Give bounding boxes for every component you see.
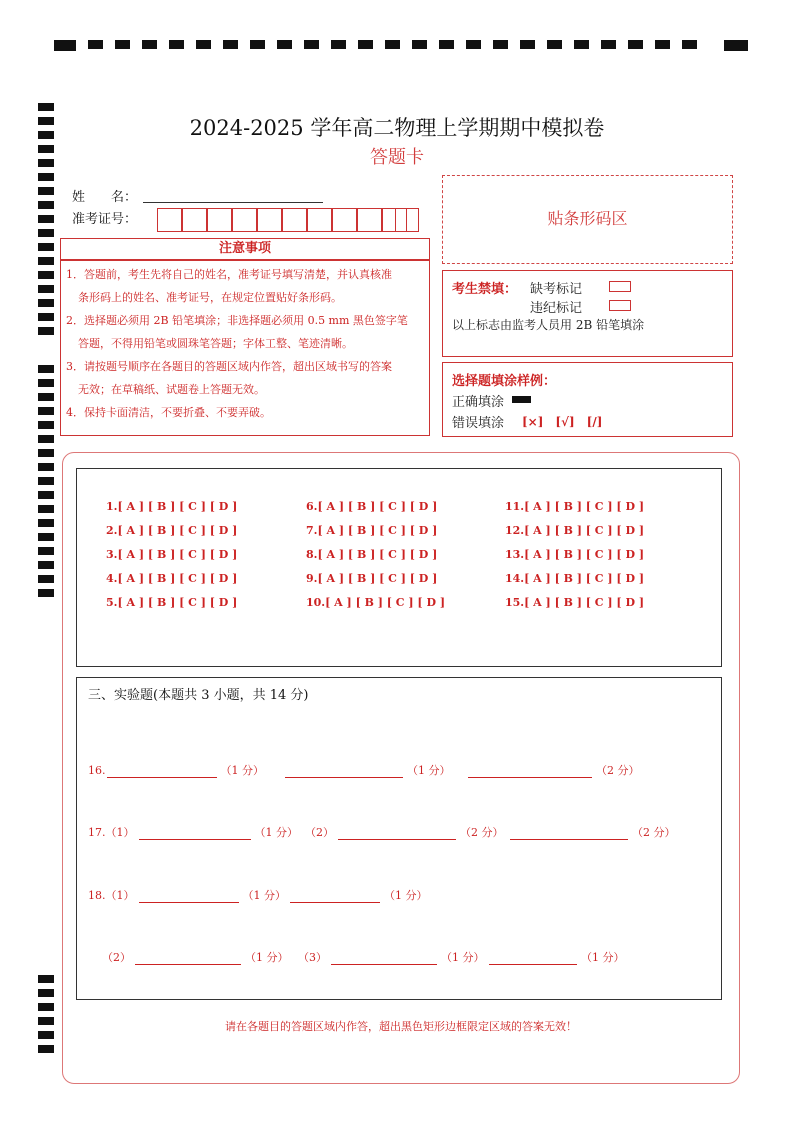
timing-mark <box>724 40 748 51</box>
timing-mark <box>38 1017 54 1025</box>
id-digit-box[interactable] <box>395 208 419 232</box>
timing-mark <box>38 299 54 307</box>
notice-line: 条形码上的姓名、准考证号，在规定位置贴好条形码。 <box>78 291 342 304</box>
answer-blank[interactable] <box>290 890 380 903</box>
name-label: 姓 名： <box>72 190 138 205</box>
choice-question-14[interactable]: 14.[ A ] [ B ] [ C ] [ D ] <box>505 572 645 585</box>
choice-question-2[interactable]: 2.[ A ] [ B ] [ C ] [ D ] <box>106 524 238 537</box>
timing-mark <box>38 257 54 265</box>
timing-mark <box>38 533 54 541</box>
timing-mark <box>38 229 54 237</box>
timing-mark <box>38 187 54 195</box>
id-digit-box[interactable] <box>282 208 307 232</box>
timing-mark <box>38 285 54 293</box>
timing-mark <box>54 40 76 51</box>
barcode-label: 贴条形码区 <box>547 209 628 228</box>
choice-question-3[interactable]: 3.[ A ] [ B ] [ C ] [ D ] <box>106 548 238 561</box>
question-16-blank-3: （2 分） <box>468 762 640 778</box>
timing-mark <box>628 40 643 49</box>
timing-mark <box>38 1031 54 1039</box>
choice-question-5[interactable]: 5.[ A ] [ B ] [ C ] [ D ] <box>106 596 238 609</box>
id-label: 准考证号： <box>72 212 138 227</box>
timing-mark <box>38 575 54 583</box>
timing-mark <box>574 40 589 49</box>
id-digit-box[interactable] <box>182 208 207 232</box>
timing-mark <box>655 40 670 49</box>
notice-line: 答题，不得用铅笔或圆珠笔答题；字体工整、笔迹清晰。 <box>78 337 353 350</box>
timing-mark <box>38 491 54 499</box>
forbidden-label: 考生禁填： <box>452 282 518 297</box>
notice-line: 无效；在草稿纸、试题卷上答题无效。 <box>78 383 265 396</box>
timing-mark <box>38 313 54 321</box>
violation-label: 违纪标记 <box>530 301 583 316</box>
timing-mark <box>38 271 54 279</box>
answer-blank[interactable] <box>489 952 577 965</box>
timing-mark <box>38 365 54 373</box>
id-digit-box[interactable] <box>257 208 282 232</box>
timing-mark <box>304 40 319 49</box>
choice-question-15[interactable]: 15.[ A ] [ B ] [ C ] [ D ] <box>505 596 645 609</box>
question-18-part-1-blank-2: （1 分） <box>290 887 428 903</box>
timing-mark <box>38 463 54 471</box>
notice-line: 4．保持卡面清洁，不要折叠、不要弄破。 <box>66 406 271 419</box>
timing-mark <box>38 215 54 223</box>
choice-question-11[interactable]: 11.[ A ] [ B ] [ C ] [ D ] <box>505 500 645 513</box>
timing-mark <box>38 327 54 335</box>
notice-heading: 注意事项 <box>60 238 430 260</box>
timing-mark <box>38 1003 54 1011</box>
id-digit-box[interactable] <box>307 208 332 232</box>
timing-mark <box>38 243 54 251</box>
question-18-part-3-blank-2: （1 分） <box>489 949 625 965</box>
experiment-heading: 三、实验题(本题共 3 小题，共 14 分) <box>88 688 309 703</box>
timing-mark <box>38 477 54 485</box>
timing-mark <box>493 40 508 49</box>
answer-blank[interactable] <box>107 765 217 778</box>
notice-line: 3．请按题号顺序在各题目的答题区域内作答，超出区域书写的答案 <box>66 360 392 373</box>
id-digit-box[interactable] <box>357 208 382 232</box>
question-16: 16. （1 分） <box>88 764 264 777</box>
timing-mark <box>115 40 130 49</box>
notice-line: 2．选择题必须用 2B 铅笔填涂；非选择题必须用 0.5 mm 黑色签字笔 <box>66 314 408 327</box>
answer-blank[interactable] <box>331 952 437 965</box>
timing-mark <box>547 40 562 49</box>
choice-question-1[interactable]: 1.[ A ] [ B ] [ C ] [ D ] <box>106 500 238 513</box>
page-title: 2024-2025 学年高二物理上学期期中模拟卷 <box>189 116 605 140</box>
footer-note: 请在各题目的答题区域内作答，超出黑色矩形边框限定区域的答案无效！ <box>225 1020 577 1033</box>
timing-mark <box>250 40 265 49</box>
timing-mark <box>38 547 54 555</box>
timing-mark <box>38 519 54 527</box>
timing-mark <box>358 40 373 49</box>
timing-mark <box>142 40 157 49</box>
timing-mark <box>38 173 54 181</box>
timing-mark <box>196 40 211 49</box>
answer-blank[interactable] <box>510 827 628 840</box>
choice-question-13[interactable]: 13.[ A ] [ B ] [ C ] [ D ] <box>505 548 645 561</box>
timing-mark <box>412 40 427 49</box>
answer-blank[interactable] <box>338 827 456 840</box>
forbidden-note: 以上标志由监考人员用 2B 铅笔填涂 <box>452 318 645 332</box>
timing-mark <box>223 40 238 49</box>
answer-blank[interactable] <box>135 952 241 965</box>
timing-mark <box>38 435 54 443</box>
answer-blank[interactable] <box>139 890 239 903</box>
timing-mark <box>38 393 54 401</box>
timing-mark <box>88 40 103 49</box>
choice-section <box>76 468 722 667</box>
timing-mark <box>38 505 54 513</box>
wrong-fill-label: 错误填涂 <box>452 416 505 431</box>
timing-mark <box>331 40 346 49</box>
timing-mark <box>38 407 54 415</box>
id-digit-box[interactable] <box>332 208 357 232</box>
timing-mark <box>38 421 54 429</box>
correct-fill-sample <box>512 396 531 403</box>
choice-question-7[interactable]: 7.[ A ] [ B ] [ C ] [ D ] <box>306 524 438 537</box>
choice-question-6[interactable]: 6.[ A ] [ B ] [ C ] [ D ] <box>306 500 438 513</box>
timing-mark <box>682 40 697 49</box>
timing-mark <box>466 40 481 49</box>
answer-blank[interactable] <box>468 765 592 778</box>
choice-question-10[interactable]: 10.[ A ] [ B ] [ C ] [ D ] <box>306 596 446 609</box>
timing-mark <box>38 449 54 457</box>
timing-mark <box>520 40 535 49</box>
fill-example-label: 选择题填涂样例： <box>452 374 557 389</box>
id-digit-box[interactable] <box>232 208 257 232</box>
name-field[interactable] <box>143 202 323 203</box>
choice-question-12[interactable]: 12.[ A ] [ B ] [ C ] [ D ] <box>505 524 645 537</box>
question-18-part-1: 18.（1） （1 分） <box>88 889 286 902</box>
timing-mark <box>601 40 616 49</box>
page-subtitle: 答题卡 <box>370 147 424 168</box>
timing-mark <box>38 201 54 209</box>
question-18-part-2: （2） （1 分） <box>102 951 289 964</box>
notice-line: 1．答题前，考生先将自己的姓名，准考证号填写清楚，并认真核准 <box>66 268 392 281</box>
timing-mark <box>38 989 54 997</box>
correct-fill-label: 正确填涂 <box>452 395 505 410</box>
timing-mark <box>38 379 54 387</box>
timing-mark <box>38 561 54 569</box>
timing-mark <box>439 40 454 49</box>
timing-mark <box>38 103 54 111</box>
timing-mark <box>169 40 184 49</box>
answer-blank[interactable] <box>285 765 403 778</box>
id-digit-box[interactable] <box>207 208 232 232</box>
choice-question-8[interactable]: 8.[ A ] [ B ] [ C ] [ D ] <box>306 548 438 561</box>
timing-mark <box>277 40 292 49</box>
wrong-fill-samples: [×] [√] [/] <box>522 415 603 429</box>
violation-mark-box[interactable] <box>609 300 631 311</box>
absent-mark-box[interactable] <box>609 281 631 292</box>
choice-question-4[interactable]: 4.[ A ] [ B ] [ C ] [ D ] <box>106 572 238 585</box>
question-16-blank-2: （1 分） <box>285 762 451 778</box>
absent-label: 缺考标记 <box>530 282 583 297</box>
timing-mark <box>385 40 400 49</box>
question-17: 17.（1） （1 分） <box>88 826 298 839</box>
question-17-blank-2: （2） （2 分） <box>305 826 504 839</box>
id-digit-box[interactable] <box>157 208 182 232</box>
timing-mark <box>38 589 54 597</box>
answer-blank[interactable] <box>139 827 251 840</box>
question-18-part-3: （3） （1 分） <box>298 951 485 964</box>
timing-mark <box>38 975 54 983</box>
timing-mark <box>38 1045 54 1053</box>
question-17-blank-3: （2 分） <box>510 824 676 840</box>
choice-question-9[interactable]: 9.[ A ] [ B ] [ C ] [ D ] <box>306 572 438 585</box>
